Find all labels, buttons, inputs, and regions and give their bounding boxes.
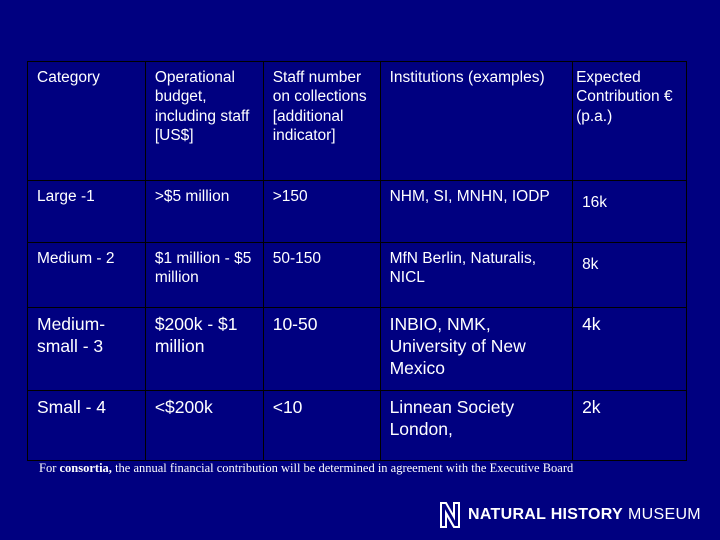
header-staff-number: Staff number on collections [additional indicator] [263, 62, 380, 181]
cell-staff: <10 [263, 391, 380, 461]
cell-contribution: 4k [573, 308, 687, 391]
cell-institutions: INBIO, NMK, University of New Mexico [380, 308, 572, 391]
header-category: Category [28, 62, 146, 181]
table-row [28, 391, 687, 461]
cell-budget: >$5 million [145, 181, 263, 243]
table-row [28, 181, 687, 243]
table-row [28, 243, 687, 308]
cell-contribution: 16k [573, 181, 687, 243]
header-institutions: Institutions (examples) [380, 62, 572, 181]
cell-category: Large -1 [28, 181, 146, 243]
table-header-row [28, 62, 687, 181]
contribution-table [27, 61, 687, 461]
logo-text-bold: NATURAL HISTORY [468, 506, 624, 523]
header-expected-contribution: Expected Contribution € (p.a.) [573, 62, 687, 181]
table-row [28, 308, 687, 391]
cell-contribution: 8k [573, 243, 687, 308]
header-operational-budget: Operational budget, including staff [US$] [145, 62, 263, 181]
nhm-n-logo-icon [440, 502, 460, 528]
cell-staff: 10-50 [263, 308, 380, 391]
logo-text-regular: MUSEUM [628, 506, 701, 523]
cell-budget: $200k - $1 million [145, 308, 263, 391]
footnote [39, 461, 573, 476]
nhm-logo [440, 502, 701, 528]
cell-contribution: 2k [573, 391, 687, 461]
cell-staff: 50-150 [263, 243, 380, 308]
footnote-bold: consortia, [59, 461, 112, 475]
cell-budget: <$200k [145, 391, 263, 461]
cell-budget: $1 million - $5 million [145, 243, 263, 308]
footnote-rest: the annual financial contribution will be determined in agreement with the Executive Board [111, 461, 574, 475]
footnote-prefix: For [39, 461, 60, 475]
cell-category: Medium - 2 [28, 243, 146, 308]
cell-category: Small - 4 [28, 391, 146, 461]
cell-staff: >150 [263, 181, 380, 243]
cell-institutions: MfN Berlin, Naturalis, NICL [380, 243, 572, 308]
cell-institutions: Linnean Society London, [380, 391, 572, 461]
cell-category: Medium-small - 3 [28, 308, 146, 391]
cell-institutions: NHM, SI, MNHN, IODP [380, 181, 572, 243]
